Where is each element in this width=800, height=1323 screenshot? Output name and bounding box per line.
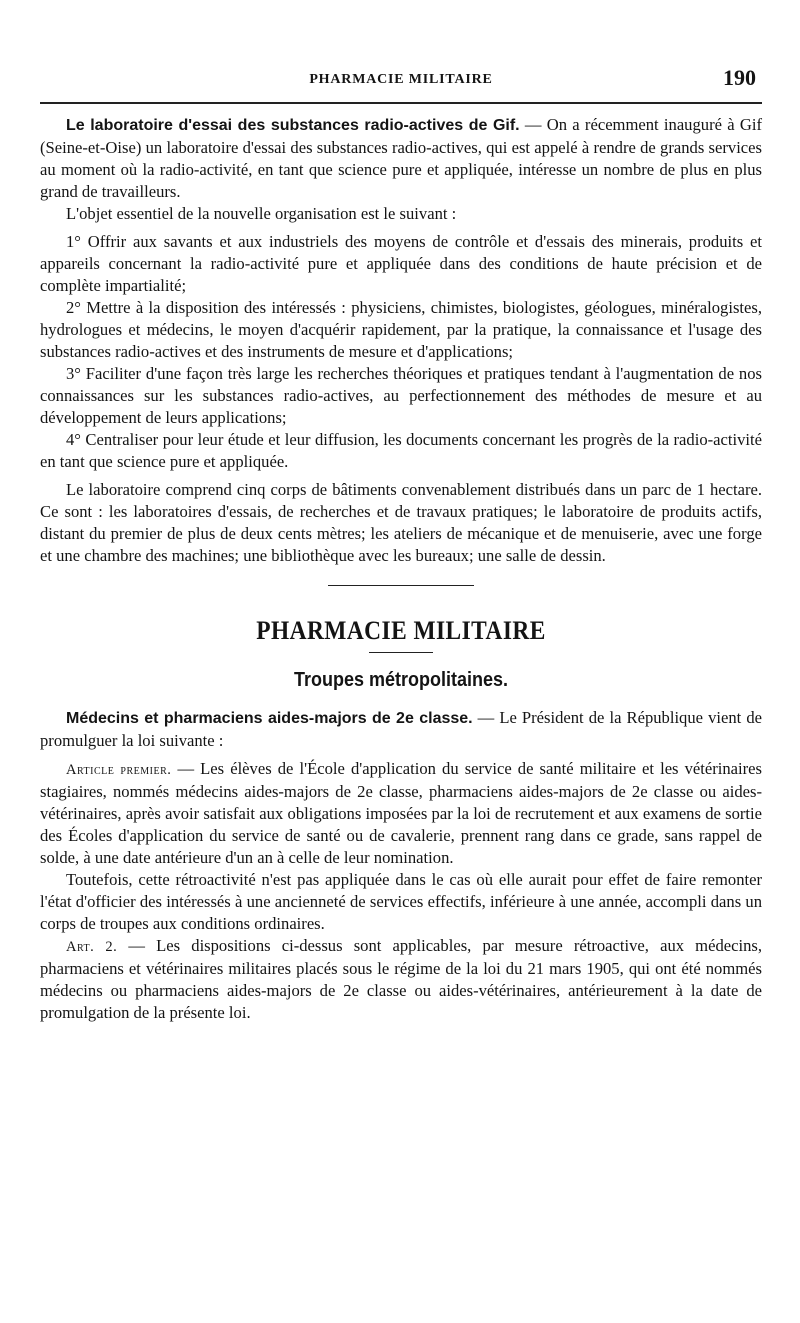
medecins-paragraph (40, 707, 762, 752)
objet-paragraph: L'objet essentiel de la nouvelle organisation est le suivant : (66, 204, 457, 223)
list-item: 4° Centraliser pour leur étude et leur diffusion, les documents concernant les progrès de la radio-activité en tant que science pure et appliquée. (40, 430, 762, 471)
section-gif-intro (40, 114, 762, 203)
article-2 (40, 935, 762, 1024)
para-intro-text: — Le Président de la République vient de promulguer la loi suivante : (40, 708, 762, 750)
closing-paragraph: Le laboratoire comprend cinq corps de bâtiments convenablement distribués dans un parc de 1 hectare. Ce sont : les laboratoires d'essais, de recherches et de travaux pratiques; le laboratoire de produits actifs, distant du premier de plus de deux cents mètres; les ateliers de mécanique et de menuiserie, avec une forge et une chambre des machines; une bibliothèque avec les bureaux; une salle de dessin. (40, 480, 762, 565)
heading-rule (369, 652, 433, 653)
section-gif-intro-text: — On a récemment inauguré à Gif (Seine-et-Oise) un laboratoire d'essai des substances radio-actives, qui est appelé à rendre de grands services au moment où la radio-activité, en tant que science pure et appliquée, intéresse un nombre de plus en plus grand de travailleurs. (40, 115, 762, 201)
list-item: 2° Mettre à la disposition des intéressés : physiciens, chimistes, biologistes, géologues, minéralogistes, hydrologues et médecins, le moyen d'acquérir rapidement, par la pratique, la connaissance et l'usage des substances radio-actives et des instruments de mesure et d'applications; (40, 298, 762, 361)
section-divider (328, 585, 474, 586)
article-1-text: — Les élèves de l'École d'application du service de santé militaire et les vétérinaires stagiaires, nommés médecins aides-majors de 2e classe, pharmaciens aides-majors de 2e classe ou aides-vétérinaires, après avoir satisfait aux obligations imposées par la loi de recrutement et aux examens de sortie des Écoles d'application du service de santé ou de cavalerie, prennent rang dans ce grade, sans rappel de solde, à une date antérieure d'un an à celle de leur nomination. (40, 759, 762, 867)
main-heading: PHARMACIE MILITAIRE (256, 616, 546, 645)
running-header (40, 64, 762, 94)
running-title: PHARMACIE MILITAIRE (309, 72, 493, 87)
article-2-text: — Les dispositions ci-dessus sont applicables, par mesure rétroactive, aux médecins, pharmaciens et vétérinaires militaires placés sous le régime de la loi du 21 mars 1905, qui ont été nommés médecins ou pharmaciens aides-majors de 2e classe ou aides-vétérinaires, antérieurement à la date de promulgation de la présente loi. (40, 936, 762, 1022)
sub-heading: Troupes métropolitaines. (293, 669, 509, 691)
page-number: 190 (723, 65, 756, 90)
para-title-medecins: Médecins et pharmaciens aides-majors de 2e classe. (66, 710, 473, 727)
list-item: 1° Offrir aux savants et aux industriels des moyens de contrôle et d'essais des minerais, produits et appareils concernant la radio-activité pure et appliquée dans des conditions de haute précision et de complète impartialité; (40, 232, 762, 295)
article-1-label: Article premier. (66, 762, 172, 778)
toutefois-paragraph: Toutefois, cette rétroactivité n'est pas appliquée dans le cas où elle aurait pour effet de faire remonter l'état d'officier des intéressés à une ancienneté de services effectifs, inférieure à une année, accompli dans un corps de troupes aux conditions ordinaires. (40, 870, 762, 933)
header-rule (40, 102, 762, 104)
article-1 (40, 758, 762, 869)
article-2-label: Art. 2. (66, 939, 118, 955)
list-item: 3° Faciliter d'une façon très large les recherches théoriques et pratiques tendant à l'augmentation de nos connaissances sur les substances radio-actives, au perfectionnement des méthodes de mesure et au développement de leurs applications; (40, 364, 762, 427)
section-title-gif: Le laboratoire d'essai des substances radio-actives de Gif. (66, 117, 520, 134)
page-body (40, 114, 762, 1024)
